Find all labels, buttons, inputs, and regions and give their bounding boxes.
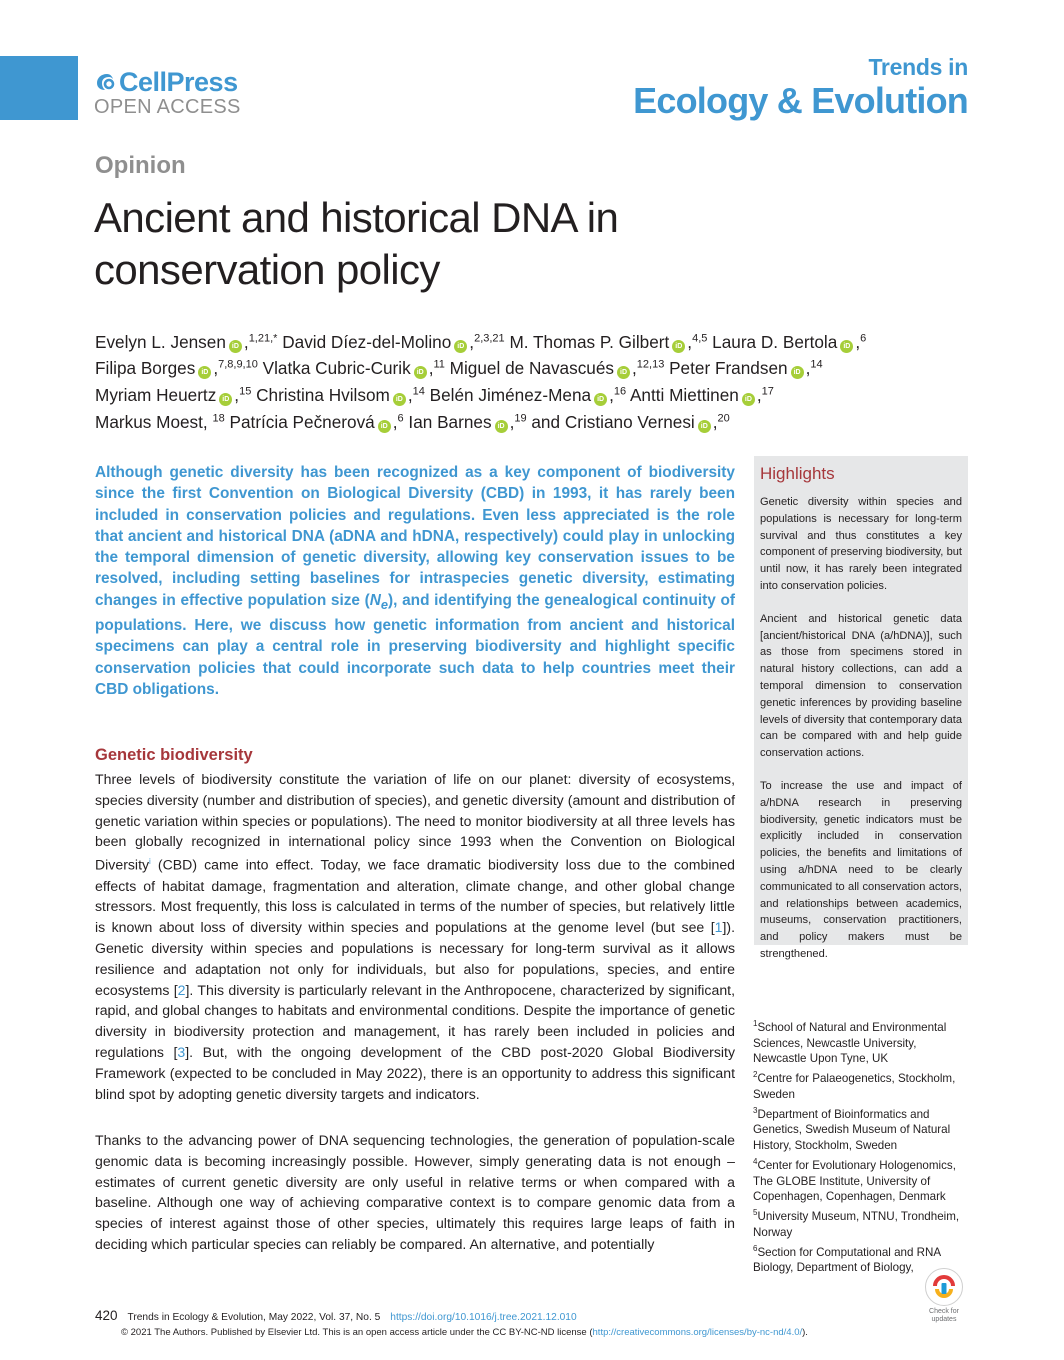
- author-entry: Peter Frandsen iD ,$^{14}$: [669, 358, 823, 379]
- orcid-icon[interactable]: iD: [791, 366, 804, 379]
- ne-symbol: $N_e$: [369, 591, 389, 612]
- publisher-name: CellPress: [119, 67, 238, 97]
- orcid-icon[interactable]: iD: [672, 340, 685, 353]
- orcid-icon[interactable]: iD: [742, 393, 755, 406]
- orcid-icon[interactable]: iD: [393, 393, 406, 406]
- highlight-item: Genetic diversity within species and populations is necessary for long-term survival and thus constitutes a key component of preserving biodiversity, but until now, it has rarely been integrated into conservation policies.: [760, 496, 962, 592]
- author-name[interactable]: Laura D. Bertola: [712, 331, 838, 352]
- abstract-text-1: Although genetic diversity has been recognized as a key component of biodiversity since the first Convention on Biological Diversity (CBD) in 1993, it has rarely been included in conservation policies and regulations. Even less appreciated is the role that ancient and historical DNA (aDNA and hDNA, respectively) could play in unlocking the temporal dimension of genetic diversity, allowing key conservation issues to be resolved, including setting baselines for intraspecies genetic diversity, estimating changes in effective population size (: [95, 464, 735, 609]
- orcid-icon[interactable]: iD: [594, 393, 607, 406]
- highlight-item: To increase the use and impact of a/hDNA research in preserving biodiversity, genetic indicators must be explicitly included in conservation policies, the benefits and limitations of using a/hDNA need to be clearly communicated to all conservation actors, and relationships between academics, museums, conservation practitioners, and policy makers must be strengthened.: [760, 779, 962, 960]
- author-entry: Patrícia Pečnerová iD ,$^6$: [229, 411, 404, 432]
- author-name[interactable]: Vlatka Cubric-Curik: [262, 358, 411, 379]
- author-entry: M. Thomas P. Gilbert iD ,$^{4,5}$: [509, 331, 708, 352]
- article-type: Opinion: [95, 152, 186, 179]
- check-for-updates-label: Check for updates: [929, 1308, 959, 1323]
- orcid-icon[interactable]: iD: [229, 340, 242, 353]
- author-affiliation-marker: 14: [412, 385, 425, 398]
- abstract-text-2: ), and identifying the genealogical continuity of populations. Here, we discuss how genetic information from ancient and historical specimens can play a central role in preserving biodiversity and highlight specific conservation policies that could incorporate such data to help countries meet their CBD obligations.: [95, 591, 735, 699]
- author-affiliation-marker: 20: [717, 412, 730, 425]
- reference-link-2[interactable]: 2: [177, 981, 186, 998]
- affiliation-item: $^1$School of Natural and Environmental Sciences, Newcastle University, Newcastle Upon Tyne, UK: [753, 1019, 947, 1066]
- citation-text: Trends in Ecology & Evolution, May 2022, Vol. 37, No. 5: [127, 1312, 381, 1323]
- check-for-updates-badge[interactable]: [919, 1268, 969, 1323]
- author-name[interactable]: Antti Miettinen: [629, 385, 739, 406]
- author-name[interactable]: Belén Jiménez-Mena: [429, 385, 592, 406]
- orcid-icon[interactable]: iD: [414, 366, 427, 379]
- author-affiliation-marker: 15: [239, 385, 252, 398]
- journal-name-line2: Ecology & Evolution: [633, 80, 968, 121]
- highlights-box: [754, 456, 968, 960]
- author-name[interactable]: Miguel de Navascués: [449, 358, 614, 379]
- orcid-icon[interactable]: iD: [495, 420, 508, 433]
- highlight-item: Ancient and historical genetic data [ancient/historical DNA (a/hDNA)], such as those from specimens stored in natural history collections, can add a temporal dimension to conservation genetic inferences by providing baseline levels of diversity that contemporary data can be compared with and help guide conservation actions.: [760, 612, 962, 760]
- author-affiliation-marker: 14: [810, 358, 823, 371]
- author-entry: Ian Barnes iD ,$^{19}$: [408, 411, 527, 432]
- doi-link[interactable]: https://doi.org/10.1016/j.tree.2021.12.010: [390, 1312, 577, 1323]
- author-affiliation-marker: 16: [613, 385, 627, 398]
- author-entry: [95, 412, 225, 432]
- body-paragraph-2: Thanks to the advancing power of DNA sequencing technologies, the generation of population-scale genomic data is becoming increasingly possible. However, simply generating data is not enough – estimates of current genetic diversity are only useful in relative terms or when compared with a baseline. Although one way of achieving comparative context is to compare genomic data from a species of interest against those of other species, ultimately this requires large leaps of faith in deciding which particular species can reliably be compared. An alternative, and potentially: [95, 1132, 735, 1252]
- brand-color-bar: [0, 56, 78, 120]
- author-entry: Christina Hvilsom iD ,$^{14}$: [256, 385, 425, 406]
- journal-name-line1: Trends in: [868, 54, 968, 80]
- author-entry: Myriam Heuertz iD ,$^{15}$: [95, 385, 252, 406]
- body-paragraph-1: Three levels of biodiversity constitute the variation of life on our planet: diversity of ecosystems, species diversity (number and distribution of species), and genetic diversity (amount and distribution of genetic variation within species or populations). The need to monitor biodiversity at all three levels has been globally recognized in international policy since 1993 when the Convention on Biological Diversity$^i$ (CBD) came into effect. Today, we face dramatic biodiversity loss due to the combined effects of habitat damage, fragmentation and alteration, climate change, and other global change stressors. Most frequently, this loss is calculated in terms of the number of species, but relatively little is known about loss of diversity within species and populations at the genome level (but see [1]). Genetic diversity within species and populations is necessary for long-term survival as it allows resilience and adaptation not only for individuals, but also for populations, species, and entire ecosystems [2]. This diversity is particularly relevant in the Anthropocene, characterized by significant, rapid, and global changes to habitats and environmental conditions. Despite the importance of genetic diversity in biodiversity protection and management, it has rarely been included in policies and regulations [3]. But, with the ongoing development of the CBD post-2020 Global Biodiversity Framework (expected to be concluded in May 2022), there is an opportunity to address this significant blind spot by adopting genetic diversity targets and indicators.: [95, 771, 735, 1102]
- title-line-1: Ancient and historical DNA in: [94, 194, 619, 241]
- author-name[interactable]: M. Thomas P. Gilbert: [509, 331, 670, 352]
- affiliation-list: [753, 1016, 969, 1276]
- article-title: [94, 192, 894, 296]
- author-affiliation-marker: 2,3,21: [474, 332, 505, 344]
- title-line-2: conservation policy: [94, 246, 440, 293]
- cellpress-logo[interactable]: [94, 68, 264, 118]
- reference-link-3[interactable]: 3: [177, 1044, 186, 1061]
- open-access-label: OPEN ACCESS: [94, 96, 241, 118]
- author-affiliation-marker: 7,8,9,10: [218, 358, 258, 371]
- footer-citation: [95, 1308, 577, 1323]
- section-heading: Genetic biodiversity: [95, 746, 253, 764]
- affiliation-item: $^5$University Museum, NTNU, Trondheim, Norway: [753, 1208, 960, 1239]
- author-entry: Evelyn L. Jensen iD ,$^{1,21,*}$: [95, 331, 278, 352]
- author-affiliation-marker: 6: [860, 332, 867, 344]
- author-name[interactable]: Christina Hvilsom: [256, 385, 390, 406]
- author-name[interactable]: Evelyn L. Jensen: [95, 331, 226, 352]
- author-name[interactable]: David Díez-del-Molino: [282, 331, 452, 352]
- author-name[interactable]: Ian Barnes: [408, 411, 492, 432]
- orcid-icon[interactable]: iD: [219, 393, 232, 406]
- author-entry: Antti Miettinen iD ,$^{17}$: [629, 385, 774, 406]
- author-entry: Laura D. Bertola iD ,$^6$: [712, 331, 867, 352]
- author-conjunction: and: [531, 411, 565, 432]
- footer-license: © 2021 The Authors. Published by Elsevier Ltd. This is an open access article under the CC BY-NC-ND license (http://creativecommons.org/licenses/by-nc-nd/4.0/).: [121, 1327, 808, 1338]
- author-entry: David Díez-del-Molino iD ,$^{2,3,21}$: [282, 331, 505, 352]
- author-entry: Vlatka Cubric-Curik iD ,$^{11}$: [262, 358, 445, 379]
- license-link[interactable]: http://creativecommons.org/licenses/by-nc-nd/4.0/: [592, 1327, 803, 1338]
- affiliation-item: $^4$Center for Evolutionary Hologenomics, The GLOBE Institute, University of Copenhagen, Copenhagen, Denmark: [753, 1156, 956, 1204]
- author-affiliation-marker: 17: [761, 385, 774, 398]
- check-for-updates-icon: [925, 1268, 963, 1306]
- footnote-link-i[interactable]: i: [149, 857, 151, 867]
- reference-link-1[interactable]: 1: [714, 919, 723, 936]
- author-affiliation-marker: 19: [514, 412, 527, 425]
- author-name[interactable]: Myriam Heuertz: [95, 385, 217, 406]
- author-name[interactable]: Peter Frandsen: [669, 358, 788, 379]
- author-affiliation-marker: 6: [397, 412, 404, 425]
- author-affiliation-marker: 1,21,*: [248, 332, 278, 344]
- orcid-icon[interactable]: iD: [378, 420, 391, 433]
- author-affiliation-marker: 12,13: [636, 358, 665, 371]
- author-entry: Miguel de Navascués iD ,$^{12,13}$: [449, 358, 665, 379]
- author-entry: Filipa Borges iD ,$^{7,8,9,10}$: [95, 358, 258, 379]
- orcid-icon[interactable]: iD: [454, 340, 467, 353]
- orcid-icon[interactable]: iD: [840, 340, 853, 353]
- orcid-icon[interactable]: iD: [617, 366, 630, 379]
- cellpress-swirl-icon: [94, 71, 116, 93]
- orcid-icon[interactable]: iD: [698, 420, 711, 433]
- author-entry: and Cristiano Vernesi iD ,$^{20}$: [531, 411, 730, 432]
- affiliation-item: $^2$Centre for Palaeogenetics, Stockholm, Sweden: [753, 1070, 956, 1101]
- author-affiliation-marker: 4,5: [692, 332, 708, 344]
- orcid-icon[interactable]: iD: [198, 366, 211, 379]
- affiliation-item: $^3$Department of Bioinformatics and Genetics, Swedish Museum of Natural History, Stockholm, Sweden: [753, 1105, 951, 1153]
- highlights-title: Highlights: [760, 464, 835, 483]
- author-affiliation-marker: 11: [433, 358, 445, 371]
- author-affiliation-marker: 18: [212, 412, 225, 425]
- page-number: 420: [95, 1308, 118, 1323]
- abstract: [95, 462, 735, 700]
- author-name[interactable]: Cristiano Vernesi: [564, 411, 695, 432]
- author-name[interactable]: Filipa Borges: [95, 358, 196, 379]
- author-name[interactable]: Markus Moest,: [95, 411, 208, 432]
- author-list: [95, 327, 975, 434]
- author-name[interactable]: Patrícia Pečnerová: [229, 411, 375, 432]
- author-entry: Belén Jiménez-Mena iD ,$^{16}$: [429, 385, 627, 406]
- affiliation-item: $^6$Section for Computational and RNA Biology, Department of Biology,: [753, 1243, 941, 1275]
